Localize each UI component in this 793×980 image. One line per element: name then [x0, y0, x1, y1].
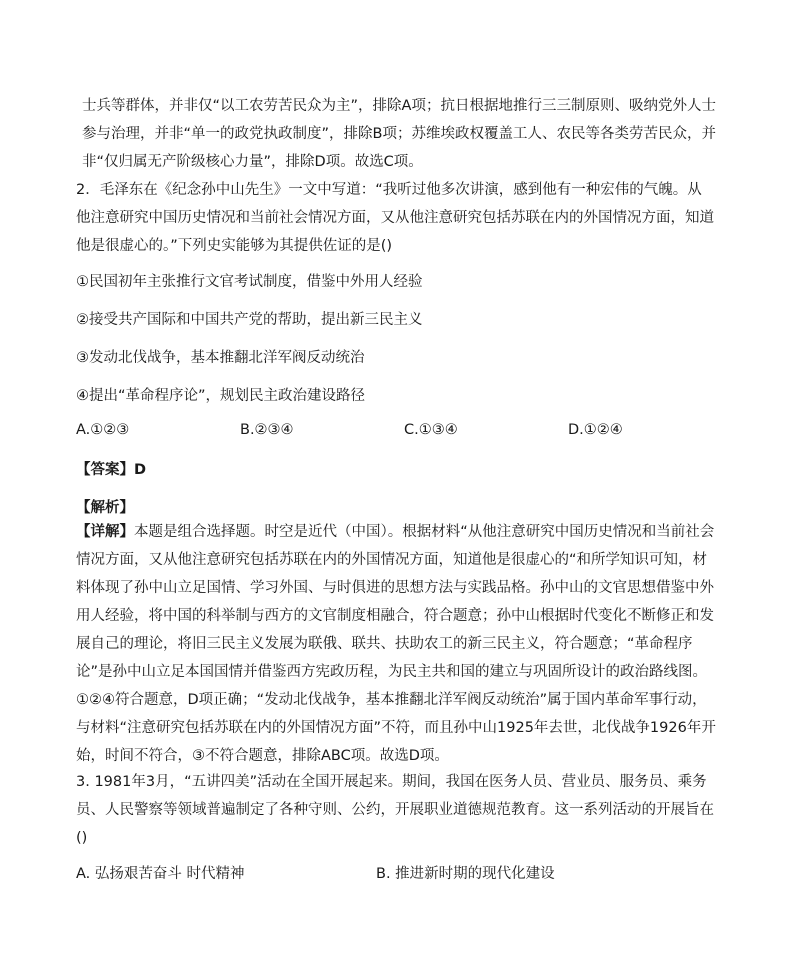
- detail-tag: 【详解】: [76, 524, 134, 540]
- q3-option-a: A. 弘扬艰苦奋斗 时代精神: [76, 866, 245, 882]
- q2-answer-line: [76, 458, 146, 479]
- previous-explanation: 士兵等群体，并非仅“以工农劳苦民众为主”，排除A项；抗日根据地推行三三制原则、吸纳党外人士参与治理，并非“单一的政党执政制度”，排除B项；苏维埃政权覆盖工人、农民等各类劳苦民众，并非“仅归属无产阶级核心力量”，排除D项。故选C项。: [82, 98, 716, 170]
- answer-tag: 【答案】: [76, 462, 134, 478]
- q2-statement-4: ④提出“革命程序论”，规划民主政治建设路径: [76, 388, 366, 404]
- answer-value: D: [134, 462, 147, 478]
- detail-text: 本题是组合选择题。时空是近代（中国）。根据材料“从他注意研究中国历史情况和当前社会情况方面，又从他注意研究包括苏联在内的外国情况方面，知道他是很虚心的“和所学知识可知，材料体现了孙中山立足国情、学习外国、与时俱进的思想方法与实践品格。孙中山的文官思想借鉴中外用人经验，将中国的科举制与西方的文官制度相融合，符合题意；孙中山根据时代变化不断修正和发展自己的理论，将旧三民主义发展为联俄、联共、扶助农工的新三民主义，符合题意；“革命程序论”是孙中山立足本国国情并借鉴西方宪政历程，为民主共和国的建立与巩固所设计的政治路线图。①②④符合题意，D项正确；“发动北伐战争，基本推翻北洋军阀反动统治”属于国内革命军事行动，与材料“注意研究包括苏联在内的外国情况方面”不符，而且孙中山1925年去世，北伐战争1926年开始，时间不符合，③不符合题意，排除ABC项。故选D项。: [76, 524, 716, 764]
- q2-option-b: B.②③④: [240, 422, 294, 438]
- q2-statement-2: ②接受共产国际和中国共产党的帮助，提出新三民主义: [76, 312, 423, 328]
- analysis-tag: 【解析】: [76, 500, 134, 516]
- q2-statement-3: ③发动北伐战争，基本推翻北洋军阀反动统治: [76, 350, 365, 366]
- q2-option-c: C.①③④: [404, 422, 458, 438]
- q2-option-a: A.①②③: [76, 422, 130, 438]
- q2-analysis-tag: [76, 496, 134, 517]
- q2-detail-paragraph: [76, 518, 716, 770]
- q2-option-d: D.①②④: [568, 422, 623, 438]
- question-2-stem: 2．毛泽东在《纪念孙中山先生》一文中写道：“我听过他多次讲演，感到他有一种宏伟的气魄。从他注意研究中国历史情况和当前社会情况方面，又从他注意研究包括苏联在内的外国情况方面，知道他是很虚心的。”下列史实能够为其提供佐证的是(): [76, 182, 714, 254]
- q2-statement-1: ①民国初年主张推行文官考试制度，借鉴中外用人经验: [76, 274, 423, 290]
- q3-option-b: B. 推进新时期的现代化建设: [376, 866, 555, 882]
- question-3-stem: 3. 1981年3月，“五讲四美”活动在全国开展起来。期间，我国在医务人员、营业员、服务员、乘务员、人民警察等领域普遍制定了各种守则、公约，开展职业道德规范教育。这一系列活动的开展旨在(): [76, 774, 714, 846]
